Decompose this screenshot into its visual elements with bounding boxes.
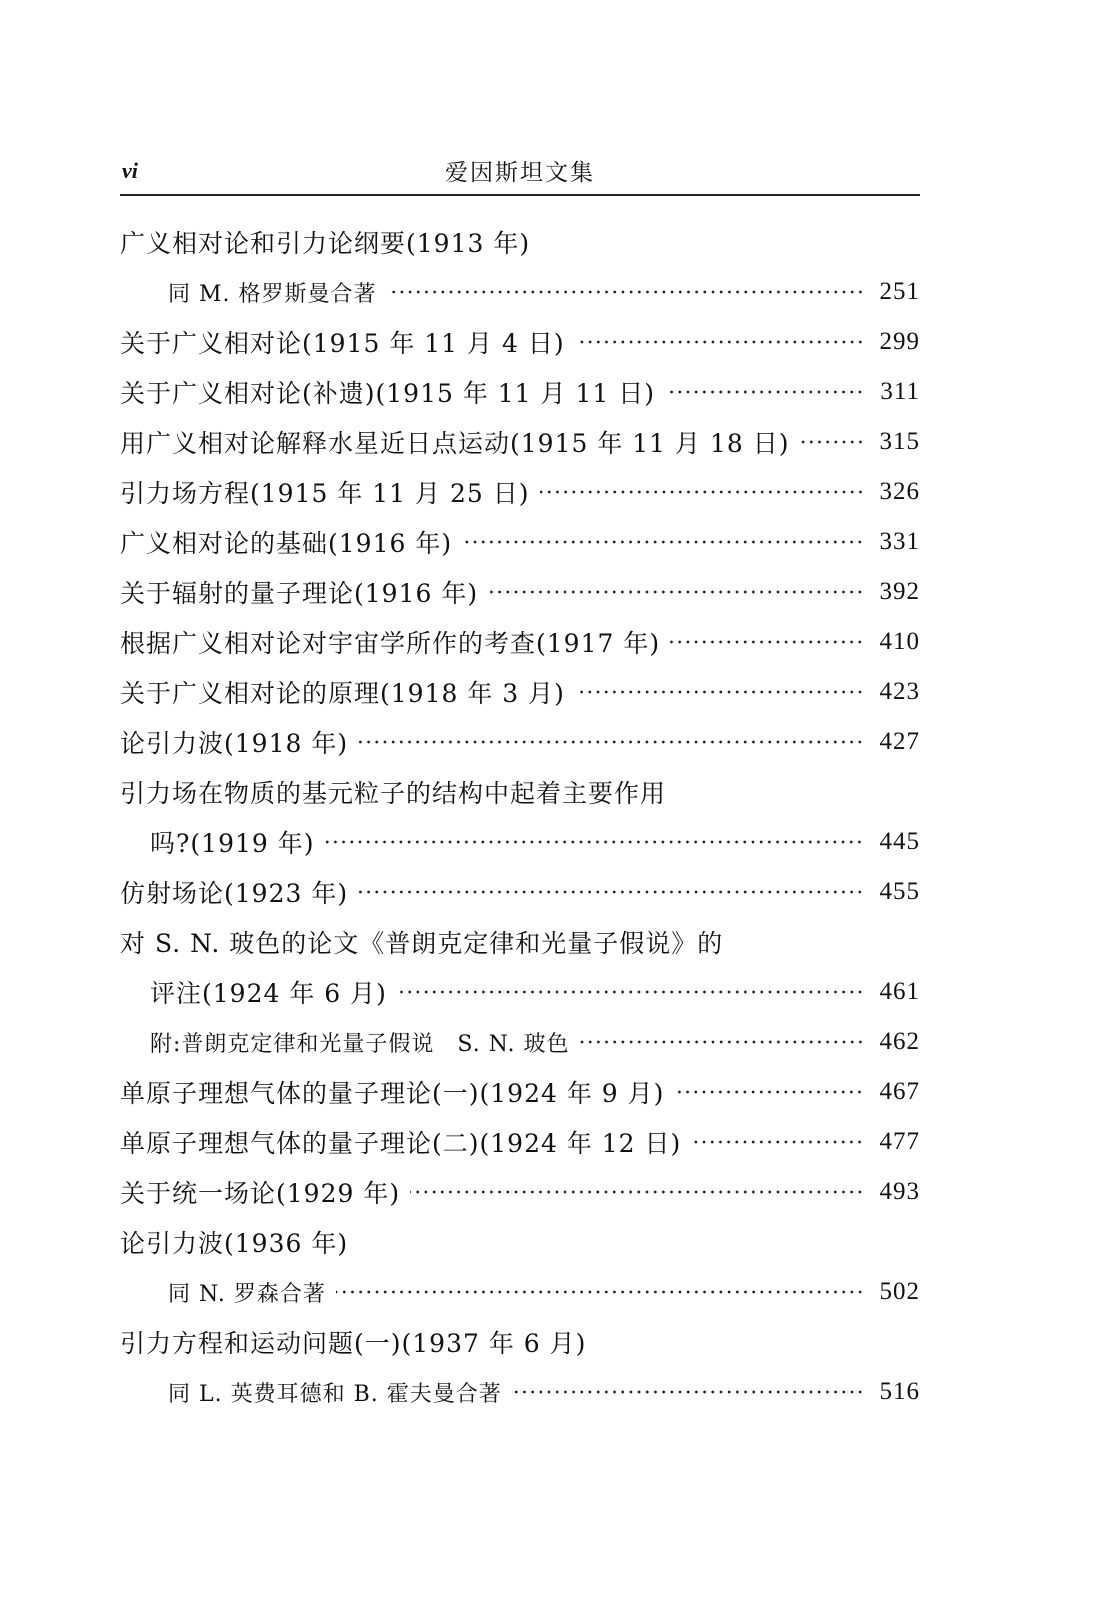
toc-entry-page: 315 — [879, 428, 920, 455]
toc-entry-title: 论引力波(1936 年) — [120, 1229, 349, 1258]
toc-entry-page: 516 — [879, 1378, 920, 1405]
toc-entry — [0, 667, 1103, 717]
dot-leader — [410, 1185, 864, 1199]
toc-entry-title: 关于广义相对论的原理(1918 年 3 月) — [120, 679, 565, 708]
toc-entry-title: 单原子理想气体的量子理论(二)(1924 年 12 日) — [120, 1129, 682, 1158]
toc-entry — [0, 1317, 1103, 1367]
toc-entry-page: 461 — [879, 978, 920, 1005]
toc-entry-page: 462 — [879, 1028, 920, 1055]
toc-entry — [0, 367, 1103, 417]
toc-entry — [0, 217, 1103, 267]
book-title: 爱因斯坦文集 — [445, 160, 595, 186]
toc-entry — [0, 767, 1103, 817]
toc-entry — [0, 317, 1103, 367]
dot-leader — [580, 1035, 864, 1049]
toc-entry-title: 单原子理想气体的量子理论(一)(1924 年 9 月) — [120, 1079, 665, 1108]
dot-leader — [358, 735, 864, 749]
toc-entry-page: 445 — [879, 828, 920, 855]
dot-leader — [488, 585, 864, 599]
toc-entry — [0, 867, 1103, 917]
toc-entry — [0, 717, 1103, 767]
toc-entry — [0, 1367, 1103, 1417]
toc-entry — [0, 1167, 1103, 1217]
toc-entry — [0, 817, 1103, 867]
toc-entry-title: 对 S. N. 玻色的论文《普朗克定律和光量子假说》的 — [120, 929, 724, 958]
toc-entry-title: 同 L. 英费耳德和 B. 霍夫曼合著 — [168, 1381, 502, 1407]
toc-entry-title: 关于广义相对论(1915 年 11 月 4 日) — [120, 329, 565, 358]
toc-entry-title: 广义相对论和引力论纲要(1913 年) — [120, 229, 531, 258]
dot-leader — [387, 285, 864, 299]
dot-leader — [397, 985, 864, 999]
dot-leader — [800, 435, 865, 449]
toc-entry-title: 评注(1924 年 6 月) — [150, 979, 387, 1008]
toc-entry-title: 用广义相对论解释水星近日点运动(1915 年 11 月 18 日) — [120, 429, 790, 458]
toc-entry-page: 502 — [879, 1278, 920, 1305]
toc-entry — [0, 1017, 1103, 1067]
toc-entry-title: 附:普朗克定律和光量子假说 S. N. 玻色 — [150, 1031, 570, 1057]
toc-entry-page: 326 — [879, 478, 920, 505]
toc-entry-title: 根据广义相对论对宇宙学所作的考查(1917 年) — [120, 629, 661, 658]
dot-leader — [462, 535, 864, 549]
dot-leader — [540, 485, 865, 499]
toc-entry-page: 455 — [879, 878, 920, 905]
toc-entry-page: 410 — [879, 628, 920, 655]
toc-entry-title: 关于统一场论(1929 年) — [120, 1179, 401, 1208]
toc-entry — [0, 467, 1103, 517]
dot-leader — [575, 335, 864, 349]
toc-entry-title: 吗?(1919 年) — [150, 829, 315, 858]
dot-leader — [512, 1385, 864, 1399]
toc-entry — [0, 517, 1103, 567]
toc-entry — [0, 917, 1103, 967]
toc-entry-page: 477 — [879, 1128, 920, 1155]
toc-entry — [0, 1217, 1103, 1267]
dot-leader — [324, 835, 864, 849]
toc-entry-page: 467 — [879, 1078, 920, 1105]
toc-entry-title: 关于广义相对论(补遗)(1915 年 11 月 11 日) — [120, 379, 655, 408]
dot-leader — [670, 635, 864, 649]
dot-leader — [575, 685, 864, 699]
dot-leader — [665, 385, 864, 399]
toc-entry-page: 331 — [879, 528, 920, 555]
dot-leader — [674, 1085, 864, 1099]
toc-entry — [0, 1117, 1103, 1167]
dot-leader — [336, 1285, 864, 1299]
toc-entry-title: 仿射场论(1923 年) — [120, 879, 349, 908]
toc-entry-title: 同 N. 罗森合著 — [168, 1281, 326, 1307]
dot-leader — [691, 1135, 864, 1149]
toc-entry-title: 同 M. 格罗斯曼合著 — [168, 281, 377, 307]
toc-entry-title: 关于辐射的量子理论(1916 年) — [120, 579, 479, 608]
toc-entry-title: 引力方程和运动问题(一)(1937 年 6 月) — [120, 1329, 587, 1358]
toc-entry-page: 251 — [879, 278, 920, 305]
toc-entry-page: 427 — [879, 728, 920, 755]
toc-entry-page: 493 — [879, 1178, 920, 1205]
toc-entry — [0, 417, 1103, 467]
page-number: vi — [122, 158, 138, 183]
toc-entry — [0, 267, 1103, 317]
running-header — [120, 150, 920, 196]
toc-entry-title: 引力场方程(1915 年 11 月 25 日) — [120, 479, 530, 508]
toc-entry-page: 311 — [880, 378, 920, 405]
table-of-contents — [0, 217, 1103, 1417]
toc-entry — [0, 1267, 1103, 1317]
dot-leader — [358, 885, 864, 899]
toc-entry — [0, 1067, 1103, 1117]
toc-entry-title: 广义相对论的基础(1916 年) — [120, 529, 453, 558]
toc-entry — [0, 567, 1103, 617]
toc-entry-page: 299 — [879, 328, 920, 355]
toc-entry-title: 引力场在物质的基元粒子的结构中起着主要作用 — [120, 779, 667, 808]
toc-entry — [0, 617, 1103, 667]
toc-entry-title: 论引力波(1918 年) — [120, 729, 349, 758]
toc-entry-page: 423 — [879, 678, 920, 705]
toc-entry-page: 392 — [879, 578, 920, 605]
toc-entry — [0, 967, 1103, 1017]
